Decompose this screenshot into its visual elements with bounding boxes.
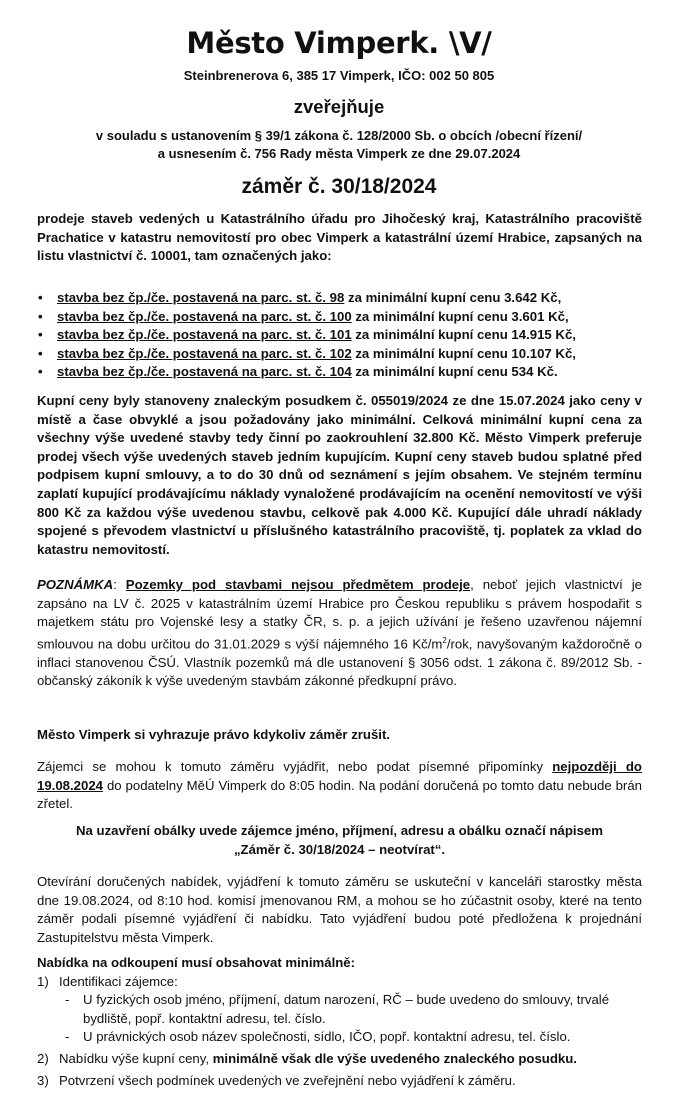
deadline-text: Zájemci se mohou k tomuto záměru vyjádřit, nebo podat písemné připomínky <box>37 759 553 774</box>
note-emphasis: Pozemky pod stavbami nejsou předmětem prodeje <box>125 577 471 592</box>
offer-item <box>37 1050 657 1069</box>
reserve-statement: Město Vimperk si vyhrazuje právo kdykoliv záměr zrušit. <box>37 727 391 742</box>
publishes-heading: zveřejňuje <box>293 96 385 117</box>
dash-bullet: - <box>65 1029 70 1045</box>
buildings-list <box>37 289 642 382</box>
note-label: POZNÁMKA <box>37 577 114 592</box>
list-item <box>37 345 642 364</box>
item-text <box>37 1050 657 1069</box>
prices-paragraph: Kupní ceny byly stanoveny znaleckým posudkem č. 055019/2024 ze dne 15.07.2024 jako ceny v místě a čase obvyklé a jsou požadovány jako minimální. Celková minimální kupní cena za všechny výše uvedené stavby tedy činní po zaokrouhlení 32.800 Kč. Město Vimperk preferuje prodej všech výše uvedených staveb jedním kupujícím. Kupní ceny staveb budou splatné před podpisem kupní smlouvy, a to do 30 dnů od seznámení s jejím obsahem. Ve stejném termínu zaplatí kupující prodávajícímu náklady vynaložené prodávajícím na ocenění nemovitostí ve výši 800 Kč za každou výše uvedenou stavbu, celkově pak 4.000 Kč. Kupující dále uhradí náklady spojené s převodem vlastnictví u příslušného katastrálního pracoviště, tj. poplatek za vklad do katastru nemovitostí. <box>37 393 642 557</box>
deadline-paragraph <box>37 758 642 814</box>
building-price: za minimální kupní cenu 14.915 Kč, <box>351 327 576 342</box>
building-price: za minimální kupní cenu 10.107 Kč, <box>351 345 576 361</box>
logo-mark-icon: \V/ <box>448 26 492 60</box>
offer-item <box>37 1072 657 1091</box>
item-number: 2) <box>37 1050 49 1066</box>
opening-paragraph: Otevírání doručených nabídek, vyjádření k tomuto záměru se uskuteční v kanceláři starostky města dne 19.08.2024, od 8:10 hod. komisí jmenovanou RM, a mohou se ho zúčastnit osoby, které na tento záměr podali písemné vyjádření či nabídku. Tato vyjádření budou poté předložena k projednání Zastupitelstvu města Vimperk. <box>37 874 642 945</box>
subitem-text: U fyzických osob jméno, příjmení, datum narození, RČ – bude uvedeno do smlouvy, trvalé bydliště, popř. kontaktní adresu, tel. číslo. <box>83 992 610 1026</box>
legal-basis-line1: v souladu s ustanovením § 39/1 zákona č. 128/2000 Sb. o obcích /obecní řízení/ <box>95 128 583 143</box>
logo-text: Město Vimperk. <box>186 26 440 60</box>
subitem-text: U právnických osob název společnosti, sídlo, IČO, popř. kontaktní adresu, tel. číslo. <box>83 1029 571 1045</box>
building-label: stavba bez čp./če. postavená na parc. st. č. 102 <box>57 345 352 361</box>
dash-bullet: - <box>65 992 70 1008</box>
item-number: 1) <box>37 973 49 989</box>
item-text: Potvrzení všech podmínek uvedených ve zveřejnění nebo vyjádření k záměru. <box>59 1072 516 1088</box>
city-logo <box>0 26 678 60</box>
building-price: za minimální kupní cenu 534 Kč. <box>351 364 558 379</box>
note-sup: 2 <box>442 635 447 645</box>
item-text-bold: minimálně však dle výše uvedeného znaleckého posudku. <box>212 1050 577 1066</box>
list-item <box>37 308 642 327</box>
deadline-text-rest: do podatelny MěÚ Vimperk do 8:05 hodin. Na podání doručená po tomto datu nebude brán zřetel. <box>37 777 642 812</box>
note-colon: : <box>113 577 126 592</box>
envelope-instruction <box>37 822 642 859</box>
envelope-line1: Na uzavření obálky uvede zájemce jméno, příjmení, adresu a obálku označí nápisem <box>76 823 603 838</box>
offer-subitem <box>37 991 657 1028</box>
offer-item <box>37 973 657 992</box>
offer-subitem <box>37 1028 657 1047</box>
building-label: stavba bez čp./če. postavená na parc. st. č. 101 <box>57 327 352 342</box>
building-price: za minimální kupní cenu 3.601 Kč, <box>351 308 569 324</box>
deadline-date: nejpozději do 19.08.2024 <box>37 759 642 793</box>
envelope-line2: „Záměr č. 30/18/2024 – neotvírat“. <box>233 841 446 857</box>
list-item <box>37 326 642 345</box>
offer-heading: Nabídka na odkoupení musí obsahovat minimálně: <box>37 955 356 970</box>
legal-basis <box>0 127 678 163</box>
item-text-plain: Nabídku výše kupní ceny, <box>59 1050 213 1066</box>
building-label: stavba bez čp./če. postavená na parc. st. č. 100 <box>57 308 352 324</box>
item-text: Identifikaci zájemce: <box>59 973 178 989</box>
building-label: stavba bez čp./če. postavená na parc. st. č. 98 <box>57 290 345 305</box>
intent-title: záměr č. 30/18/2024 <box>241 175 437 198</box>
list-item <box>37 363 642 382</box>
offer-requirements <box>37 954 657 1090</box>
note-text: , neboť jejich vlastnictví je zapsáno na LV č. 2025 v katastrálním území Hrabice pro Českou republiku s právem hospodařit s majetkem státu pro Vojenské lesy a statky ČR, s. p. a jejich užívání je řešeno uzavřenou nájemní smlouvou na dobu určitou do 31.01.2029 s výší nájemného 16 Kč/m <box>37 577 642 652</box>
address: Steinbrenerova 6, 385 17 Vimperk, IČO: 002 50 805 <box>183 68 495 83</box>
note-text-rest: /rok, navyšovaným každoročně o inflaci stanovenou ČSÚ. Vlastník pozemků má dle ustanovení § 3056 odst. 1 zákona č. 89/2012 Sb. - občanský zákoník k výše uvedeným stavbám zákonné předkupní právo. <box>37 636 642 689</box>
legal-basis-line2: a usnesením č. 756 Rady města Vimperk ze dne 29.07.2024 <box>157 146 521 161</box>
note-paragraph <box>37 576 642 691</box>
item-number: 3) <box>37 1072 49 1088</box>
intro-paragraph: prodeje staveb vedených u Katastrálního úřadu pro Jihočeský kraj, Katastrálního pracoviště Prachatice v katastru nemovitostí pro obec Vimperk a katastrální území Hrabice, zapsaných na listu vlastnictví č. 10001, tam označených jako: <box>37 211 642 264</box>
list-item <box>37 289 642 308</box>
building-price: za minimální kupní cenu 3.642 Kč, <box>344 290 562 305</box>
building-label: stavba bez čp./če. postavená na parc. st. č. 104 <box>57 364 352 379</box>
